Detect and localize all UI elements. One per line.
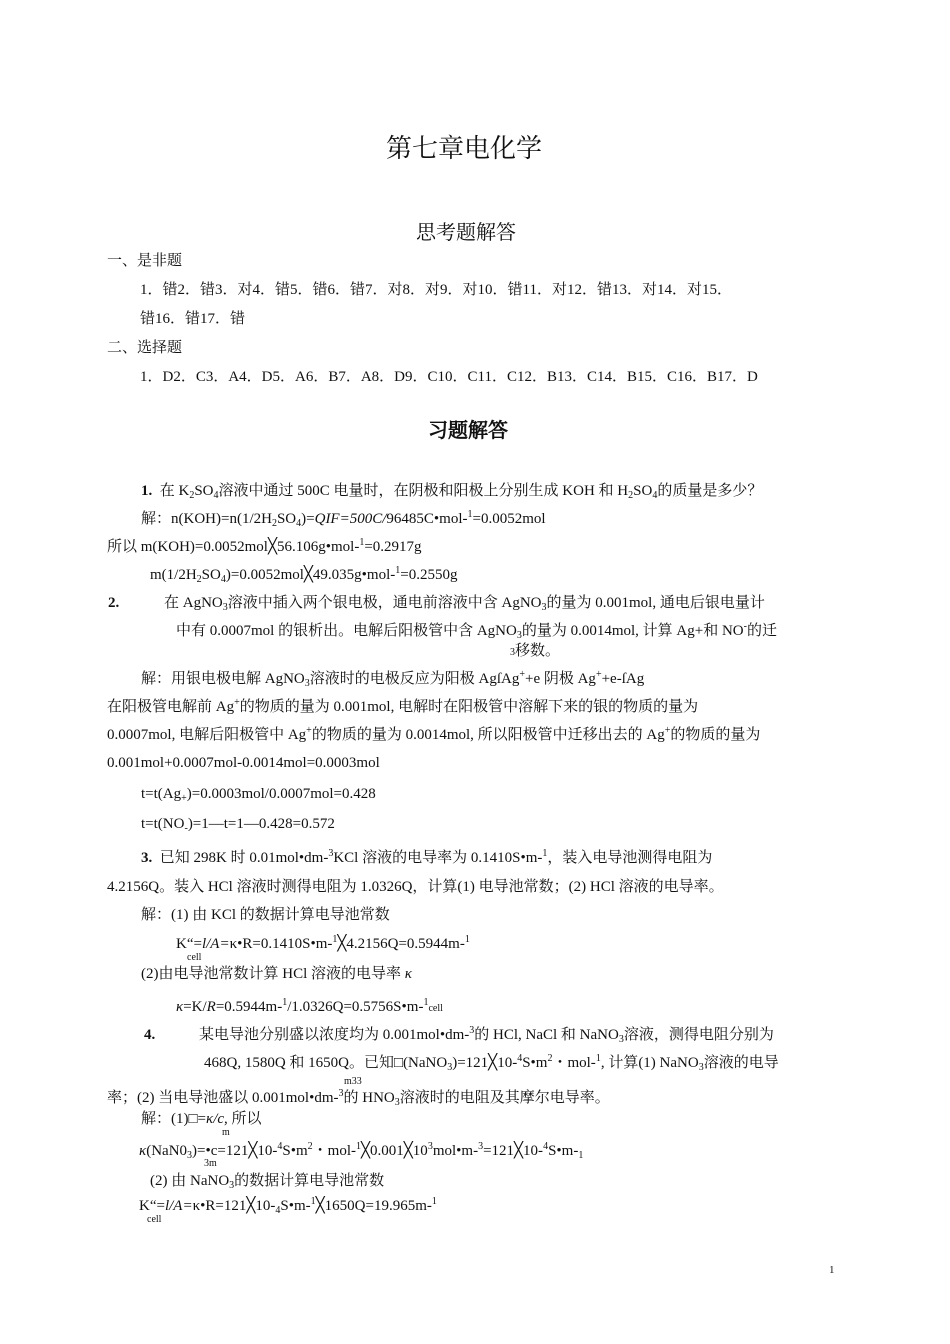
question-4-line3: 率；(2) 当电导池盛以 0.001mol•dm-$^3$的 $HNO_3$溶液时的电阻及其摩尔电导率。 [107,1088,610,1108]
sol-text: m(1/2H [150,567,197,583]
q4-solution-line1 [141,1109,262,1129]
q-text: 在 K [159,483,190,499]
sol-text: 所以 m(KOH)=0.0052mol╳56.106g•mol- [107,539,360,555]
q-text: ，装入电导池测得电阻为 [547,850,713,866]
sol-text: S•m- [548,1143,579,1159]
q2-solution-line5: $t=t(Ag_+)=0.0003mol/0.0007mol=0.428$ [141,786,376,804]
q2-solution-line1: 解：用银电极电解 AgNO$_3$溶液时的电极反应为阳极 AgſAg++e 阴极 Ag++e-ſAg [141,669,645,689]
q-text: 溶液的电导 [703,1055,779,1071]
q4-formula-2: $K“=l/A=\kappa•R=121╳10-_4S•m-^1╳1650Q=19.965m-^1$ [139,1196,437,1216]
sol-text: l/A= [201,936,230,952]
sol-text: K“= [176,936,202,952]
sol-text: ・mol- [312,1143,356,1159]
question-3-line1: 3. 已知 298K 时 0.01mol•dm-$^3$KCl 溶液的电导率为 0.1410S•m-$^1$，装入电导池测得电阻为 [141,848,713,866]
sol-text: )= [301,511,315,527]
q-text: 溶液中插入两个银电极，通电前溶液中含 AgNO [227,595,542,611]
q3-formula-2: κ=K/R=0.5944m-$^1$/1.0326Q=0.5756S•m-$^1$cell [176,997,443,1015]
q-text: 的 HCl, NaCl 和 NaNO [474,1027,619,1043]
q4-solution-line2: (2) 由 NaNO$_3$的数据计算电导池常数 [150,1173,385,1191]
subscript-cell: cell [428,1003,443,1014]
question-1: 1. 在 $K_2SO_4$溶液中通过 500C 电量时，在阴极和阳极上分别生成 KOH 和 $H_2SO_4$的质量是多少？ [141,483,763,501]
q-text: 已知 298K 时 0.01mol•dm- [159,850,329,866]
sol-text: K“= [139,1198,165,1214]
q-text: SO [194,483,214,499]
sol-text: (NaN0 [146,1143,188,1159]
q-text: 溶液，测得电阻分别为 [623,1027,774,1043]
q2-solution-line6: $t=t(NO_-)=1—t=1—0.428=0.572$ [141,816,335,834]
q2-solution-line4: 0.001mol+0.0007mol-0.0014mol=0.0003mol [107,755,380,771]
page-number: 1 [829,1264,835,1276]
question-4-line1: 某电导池分别盛以浓度均为 0.001mol•dm-$^3$的 HCl, NaCl 和 NaNO$_3$溶液，测得电阻分别为 [199,1025,774,1045]
sol-text: κ•R=121╳10- [192,1198,276,1214]
q2-solution-line3: 0.0007mol, 电解后阳极管中 Ag+的物质的量为 0.0014mol, 所以阳极管中迁移出去的 Ag+的物质的量为 [107,725,761,743]
q-text: 移数。 [515,643,561,659]
sol-text: =121╳10- [483,1143,544,1159]
q2-solution-line2: 在阳极管电解前 Ag+的物质的量为 0.001mol, 电解时在阳极管中溶解下来的银的物质的量为 [107,697,699,715]
sol-text: )=0.0003mol/0.0007mol=0.428 [186,786,376,802]
sol-text: 在阳极管电解前 Ag [107,699,235,715]
q-text: 在 AgNO [164,595,223,611]
subscript-cell: cell [187,952,202,963]
sol-text: 解：(1)□= [141,1111,207,1127]
sol-text: R [206,999,216,1015]
sol-text: S•m- [280,1198,311,1214]
subscript-m33: m33 [344,1076,362,1087]
sol-text: 的物质的量为 [670,727,761,743]
question-number: 4. [144,1027,156,1043]
q1-solution-line3: $m(1/2H_2SO_4)=0.0052mol╳49.035g•mol-^1=0.2550g$ [150,565,458,585]
sol-text: 解：用银电极电解 AgNO [141,671,305,687]
sol-text: QIF=500C/ [314,511,387,527]
sol-text: κ [404,966,412,982]
sol-text: =0.2917g [364,539,422,555]
sol-text: t=t(Ag [141,786,182,802]
question-number: 2. [108,595,120,611]
sol-text: /1.0326Q=0.5756S•m- [287,999,424,1015]
section-heading-exercises: 习题解答 [428,418,508,442]
sol-text: )=0.0052mol╳49.035g•mol- [225,567,396,583]
subscript-m: m [222,1127,230,1138]
sol-text: =K/ [183,999,207,1015]
part1-heading: 一、是非题 [107,253,183,269]
q3-formula-1: K“=l/A=κ•R=0.1410S•m-$^1$╳4.2156Q=0.5944m-$^1$ [176,934,470,952]
q-text: 中有 0.0007mol 的银析出。电解后阳极管中含 AgNO [176,623,517,639]
part2-answers-line1: 1．D2．C3．A4．D5．A6．B7．A8．D9．C10．C11．C12．B13．C14．B15．C16．B17．D [140,369,758,385]
sol-text: mol•m- [432,1143,479,1159]
question-number: 3. [141,850,153,866]
sol-text: t=t(NO [141,816,185,832]
question-2-line2: 中有 0.0007mol 的银析出。电解后阳极管中含 AgNO$_3$的量为 0.0014mol, 计算 Ag+和 NO-的迁 [176,621,777,641]
sol-text: +e-ſAg [601,671,645,687]
question-2-line3: 3移数。 [510,643,561,659]
part2-heading: 二、选择题 [107,340,183,356]
q-text: )=121╳10- [452,1055,518,1071]
sol-text: 的物质的量为 0.001mol, 电解时在阳极管中溶解下来的银的物质的量为 [239,699,699,715]
sol-text: =0.5944m- [215,999,283,1015]
question-number: 1. [141,483,153,499]
sol-text: =0.0052mol [472,511,546,527]
q-text: 468Q, 1580Q 和 1650Q。已知□(NaNO [204,1055,448,1071]
sol-text: SO [201,567,221,583]
q-text: ・mol- [552,1055,596,1071]
q-text: KCl 溶液的电导率为 0.1410S•m- [333,850,543,866]
sol-text: +e 阴极 Ag [524,671,596,687]
q-text: 的量为 0.001mol, 通电后银电量计 [546,595,765,611]
sol-text: ╳0.001╳10 [361,1143,428,1159]
q-text: 的量为 0.0014mol, 计算 Ag+和 NO [521,623,744,639]
q-text: , 计算(1) NaNO [600,1055,699,1071]
sol-text: (2) 由 NaNO [150,1173,230,1189]
q-text: 率；(2) 当电导池盛以 0.001mol•dm- [107,1090,339,1106]
subscript-cell: cell [147,1214,162,1225]
sol-text: 溶液时的电极反应为阳极 AgſAg [309,671,520,687]
sol-text: ╳1650Q=19.965m- [315,1198,432,1214]
subscript-3m: 3m [204,1158,217,1169]
sol-text: , 所以 [224,1111,262,1127]
section-heading-thinking: 思考题解答 [416,220,516,244]
q-text: S•m [522,1055,548,1071]
sol-text: 0.0007mol, 电解后阳极管中 Ag [107,727,307,743]
sol-text: ╳4.2156Q=0.5944m- [337,936,465,952]
question-2-line1: 在 AgNO$_3$溶液中插入两个银电极，通电前溶液中含 AgNO$_3$的量为 0.001mol, 通电后银电量计 [164,595,765,613]
sol-text: κ•R=0.1410S•m- [229,936,333,952]
chapter-title: 第七章电化学 [386,134,543,164]
q-text: 的迁 [746,623,777,639]
q-text: 溶液时的电阻及其摩尔电导率。 [399,1090,610,1106]
sol-text: l/A= [164,1198,193,1214]
sol-text: =0.2550g [400,567,458,583]
q-text: 的质量是多少？ [657,483,763,499]
question-4-line2: 468Q, 1580Q 和 1650Q。已知$□(NaNO_3)=121╳10-^4S•m^2$・mol-$^1$, 计算(1) NaNO$_3$溶液的电导 [204,1053,779,1073]
sol-text: SO [276,511,297,527]
sol-text: (2)由电导池常数计算 HCl 溶液的电导率 [141,966,405,982]
sol-text: κ/c [206,1111,225,1127]
q-text: 某电导池分别盛以浓度均为 0.001mol•dm- [199,1027,470,1043]
q-text: 的 HNO [343,1090,395,1106]
sol-text: 96485C•mol- [386,511,468,527]
sol-text: 的数据计算电导池常数 [234,1173,385,1189]
sol-text: S•m [282,1143,308,1159]
sol-text: κ [176,999,184,1015]
q3-solution-line1: 解：(1) 由 KCl 的数据计算电导池常数 [141,907,390,923]
part1-answers-line2: 错16．错17．错 [140,311,246,327]
q-text: SO [633,483,653,499]
part1-answers-line1: 1．错2．错3．对4．错5．错6．错7．对8．对9．对10．错11．对12．错13．对14．对15． [140,282,732,298]
sol-text: )=1—t=1—0.428=0.572 [187,816,335,832]
q1-solution-line2: 所以 m(KOH)=0.0052mol╳56.106g•mol-$^1$=0.2917g [107,537,422,555]
sol-text: 解：n(KOH)=n(1/2H [141,511,272,527]
q-text: 溶液中通过 500C 电量时，在阴极和阳极上分别生成 KOH 和 H [218,483,629,499]
sol-text: 的物质的量为 0.0014mol, 所以阳极管中迁移出去的 Ag [311,727,665,743]
q4-formula-1: $\kappa(NaN0_3)=•c=121╳10-^4S•m^2$・mol-$^1╳0.001╳10^3mol•m-^3=121╳10-^4S•m-_1$ [139,1141,584,1161]
q3-solution-line2 [141,964,412,984]
sol-text: )=•c=121╳10- [192,1143,278,1159]
question-3-line2: 4.2156Q。装入 HCl 溶液时测得电阻为 1.0326Q，计算(1) 电导池常数；(2) HCl 溶液的电导率。 [107,879,724,895]
sol-text: κ [139,1143,147,1159]
q1-solution-line1: 解：$n(KOH)=n(1/2H_2SO_4)=QIF=500C/96485C•mol-^1=0.0052mol$ [141,509,546,529]
